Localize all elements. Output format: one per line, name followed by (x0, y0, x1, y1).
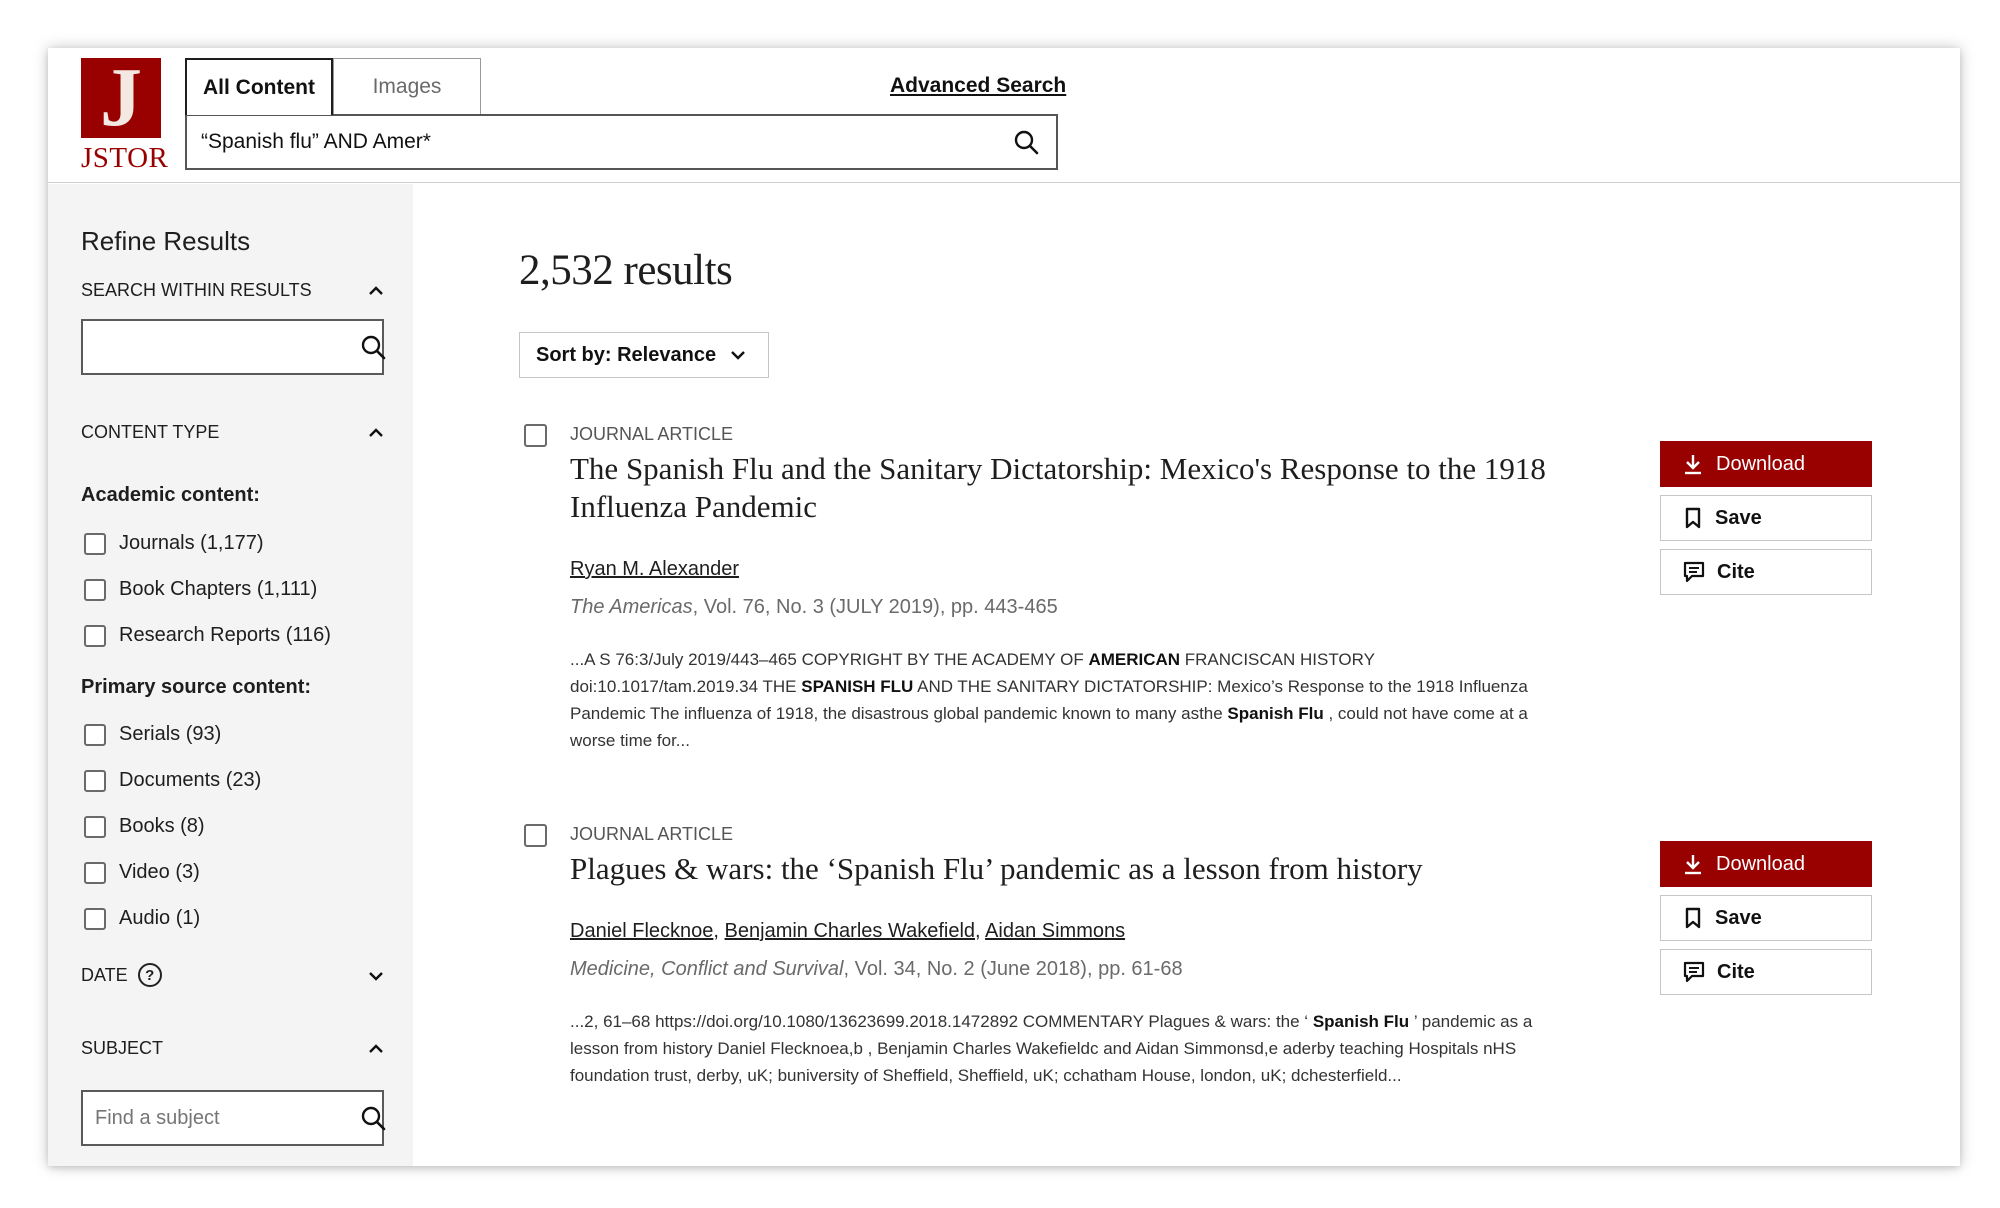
content-type-label: CONTENT TYPE (81, 422, 220, 442)
subject-search-box (81, 1090, 384, 1146)
facet-books[interactable] (84, 815, 205, 838)
date-label: DATE (81, 964, 128, 985)
facet-audio[interactable] (84, 907, 200, 930)
result-checkbox[interactable] (524, 824, 547, 847)
download-button[interactable] (1660, 841, 1872, 887)
facet-label: Video (3) (119, 861, 200, 883)
search-within-input[interactable] (95, 336, 360, 359)
facet-serials[interactable] (84, 723, 221, 746)
facet-research-reports[interactable] (84, 624, 331, 647)
search-icon[interactable] (360, 331, 386, 363)
cite-button[interactable] (1660, 549, 1872, 595)
jstor-logo-wordmark: JSTOR (81, 142, 169, 174)
facet-documents[interactable] (84, 769, 261, 792)
result-checkbox[interactable] (524, 424, 547, 447)
result-title[interactable]: Plagues & wars: the ‘Spanish Flu’ pandemic as a lesson from history (570, 851, 1423, 886)
refine-results-title: Refine Results (81, 226, 251, 256)
facet-book-chapters[interactable] (84, 578, 317, 601)
result-snippet (570, 646, 1560, 754)
search-input[interactable] (201, 130, 1010, 154)
chevron-up-icon (368, 1038, 384, 1059)
citation-details: , Vol. 76, No. 3 (JULY 2019), pp. 443-465 (692, 596, 1058, 618)
snippet-text: AND THE SANITARY DICTATORSHIP: Mexico’s Response to the 1918 Influenza Pandemic The influenza of 1918, the disastrous global pandemic known to many asthe (570, 677, 1528, 723)
journal-name: The Americas (570, 596, 693, 618)
download-label: Download (1716, 452, 1805, 475)
site-header (48, 48, 1960, 183)
result-authors (570, 558, 739, 581)
quote-comment-icon (1683, 561, 1705, 583)
search-bar (185, 114, 1058, 170)
facet-label: Audio (1) (119, 907, 201, 929)
author-separator: , (713, 920, 725, 942)
quote-comment-icon (1683, 961, 1705, 983)
sort-dropdown[interactable] (519, 332, 769, 378)
result-citation (570, 958, 1183, 981)
snippet-highlight: Spanish Flu (1227, 704, 1324, 723)
checkbox[interactable] (84, 533, 106, 555)
cite-label: Cite (1717, 960, 1755, 983)
facet-label: Journals (1,177) (119, 532, 264, 554)
facet-label: Documents (23) (119, 769, 262, 791)
facet-journals[interactable] (84, 532, 264, 555)
save-label: Save (1715, 906, 1762, 929)
date-header[interactable] (81, 963, 384, 987)
facet-label: Research Reports (116) (119, 624, 331, 646)
save-button[interactable] (1660, 495, 1872, 541)
tab-images[interactable]: Images (333, 58, 481, 115)
bookmark-icon (1683, 907, 1703, 929)
refine-sidebar (48, 184, 413, 1166)
facet-label: Book Chapters (1,111) (119, 578, 318, 600)
author-separator: , (975, 920, 986, 942)
date-label-wrap (81, 963, 162, 987)
checkbox[interactable] (84, 770, 106, 792)
snippet-text: , could not have come at a worse time for... (570, 704, 1528, 750)
result-type: JOURNAL ARTICLE (570, 824, 734, 844)
result-type: JOURNAL ARTICLE (570, 424, 734, 444)
snippet-highlight: AMERICAN (1088, 650, 1181, 669)
primary-source-content-label: Primary source content: (81, 676, 312, 698)
journal-name: Medicine, Conflict and Survival (570, 958, 844, 980)
author-link[interactable]: Benjamin Charles Wakefield (724, 920, 976, 942)
chevron-up-icon (368, 422, 384, 443)
search-within-box (81, 319, 384, 375)
author-link[interactable]: Aidan Simmons (985, 920, 1126, 942)
download-button[interactable] (1660, 441, 1872, 487)
checkbox[interactable] (84, 816, 106, 838)
search-icon[interactable] (1010, 126, 1042, 158)
help-icon[interactable]: ? (138, 963, 162, 987)
save-label: Save (1715, 506, 1762, 529)
app-window (48, 48, 1960, 1166)
content-type-header[interactable] (81, 422, 384, 443)
jstor-logo-mark: J (81, 58, 161, 138)
subject-label: SUBJECT (81, 1038, 164, 1058)
subject-search-input[interactable] (95, 1107, 360, 1130)
citation-details: , Vol. 34, No. 2 (June 2018), pp. 61-68 (843, 958, 1183, 980)
snippet-highlight: Spanish Flu (1312, 1012, 1410, 1031)
snippet-text: ...A S 76:3/July 2019/443–465 COPYRIGHT BY THE ACADEMY OF (570, 650, 1089, 669)
checkbox[interactable] (84, 862, 106, 884)
snippet-highlight: SPANISH FLU (801, 677, 914, 696)
subject-header[interactable] (81, 1038, 384, 1059)
result-authors (570, 920, 1125, 943)
cite-button[interactable] (1660, 949, 1872, 995)
results-count: 2,532 results (519, 247, 733, 294)
result-title[interactable]: The Spanish Flu and the Sanitary Dictatorship: Mexico's Response to the 1918 Influenza Pandemic (570, 451, 1546, 524)
cite-label: Cite (1717, 560, 1755, 583)
author-link[interactable]: Daniel Flecknoe (570, 920, 714, 942)
sort-label: Sort by: Relevance (536, 343, 717, 366)
tab-all-content[interactable]: All Content (185, 58, 333, 115)
facet-video[interactable] (84, 861, 200, 884)
download-label: Download (1716, 852, 1805, 875)
snippet-text: FRANCISCAN HISTORY doi:10.1017/tam.2019.34 THE (570, 650, 1375, 696)
snippet-text: ...2, 61–68 https://doi.org/10.1080/13623699.2018.1472892 COMMENTARY Plagues & wars: the ‘ (570, 1012, 1313, 1031)
chevron-down-icon (730, 350, 746, 360)
search-within-results-header[interactable] (81, 280, 384, 301)
facet-label: Serials (93) (119, 723, 222, 745)
chevron-down-icon (368, 965, 384, 986)
result-citation (570, 596, 1058, 619)
jstor-logo[interactable] (81, 51, 169, 174)
checkbox[interactable] (84, 625, 106, 647)
result-snippet (570, 1008, 1560, 1089)
download-icon (1682, 853, 1704, 875)
advanced-search-link[interactable]: Advanced Search (890, 74, 1067, 97)
search-icon[interactable] (360, 1102, 386, 1134)
snippet-text: ’ pandemic as a lesson from history Daniel Flecknoea,b , Benjamin Charles Wakefieldc and Aidan Simmonsd,e aderby teaching Hospitals nHS foundation trust, derby, uK; buniversity of Sheffield, Sheffield, uK; cchatham House, london, uK; dchesterfield... (570, 1012, 1533, 1085)
facet-label: Books (8) (119, 815, 205, 837)
checkbox[interactable] (84, 908, 106, 930)
chevron-up-icon (368, 280, 384, 301)
author-link[interactable]: Ryan M. Alexander (570, 558, 739, 580)
academic-content-label: Academic content: (81, 484, 260, 506)
save-button[interactable] (1660, 895, 1872, 941)
bookmark-icon (1683, 507, 1703, 529)
search-within-results-label: SEARCH WITHIN RESULTS (81, 280, 312, 300)
checkbox[interactable] (84, 724, 106, 746)
download-icon (1682, 453, 1704, 475)
checkbox[interactable] (84, 579, 106, 601)
